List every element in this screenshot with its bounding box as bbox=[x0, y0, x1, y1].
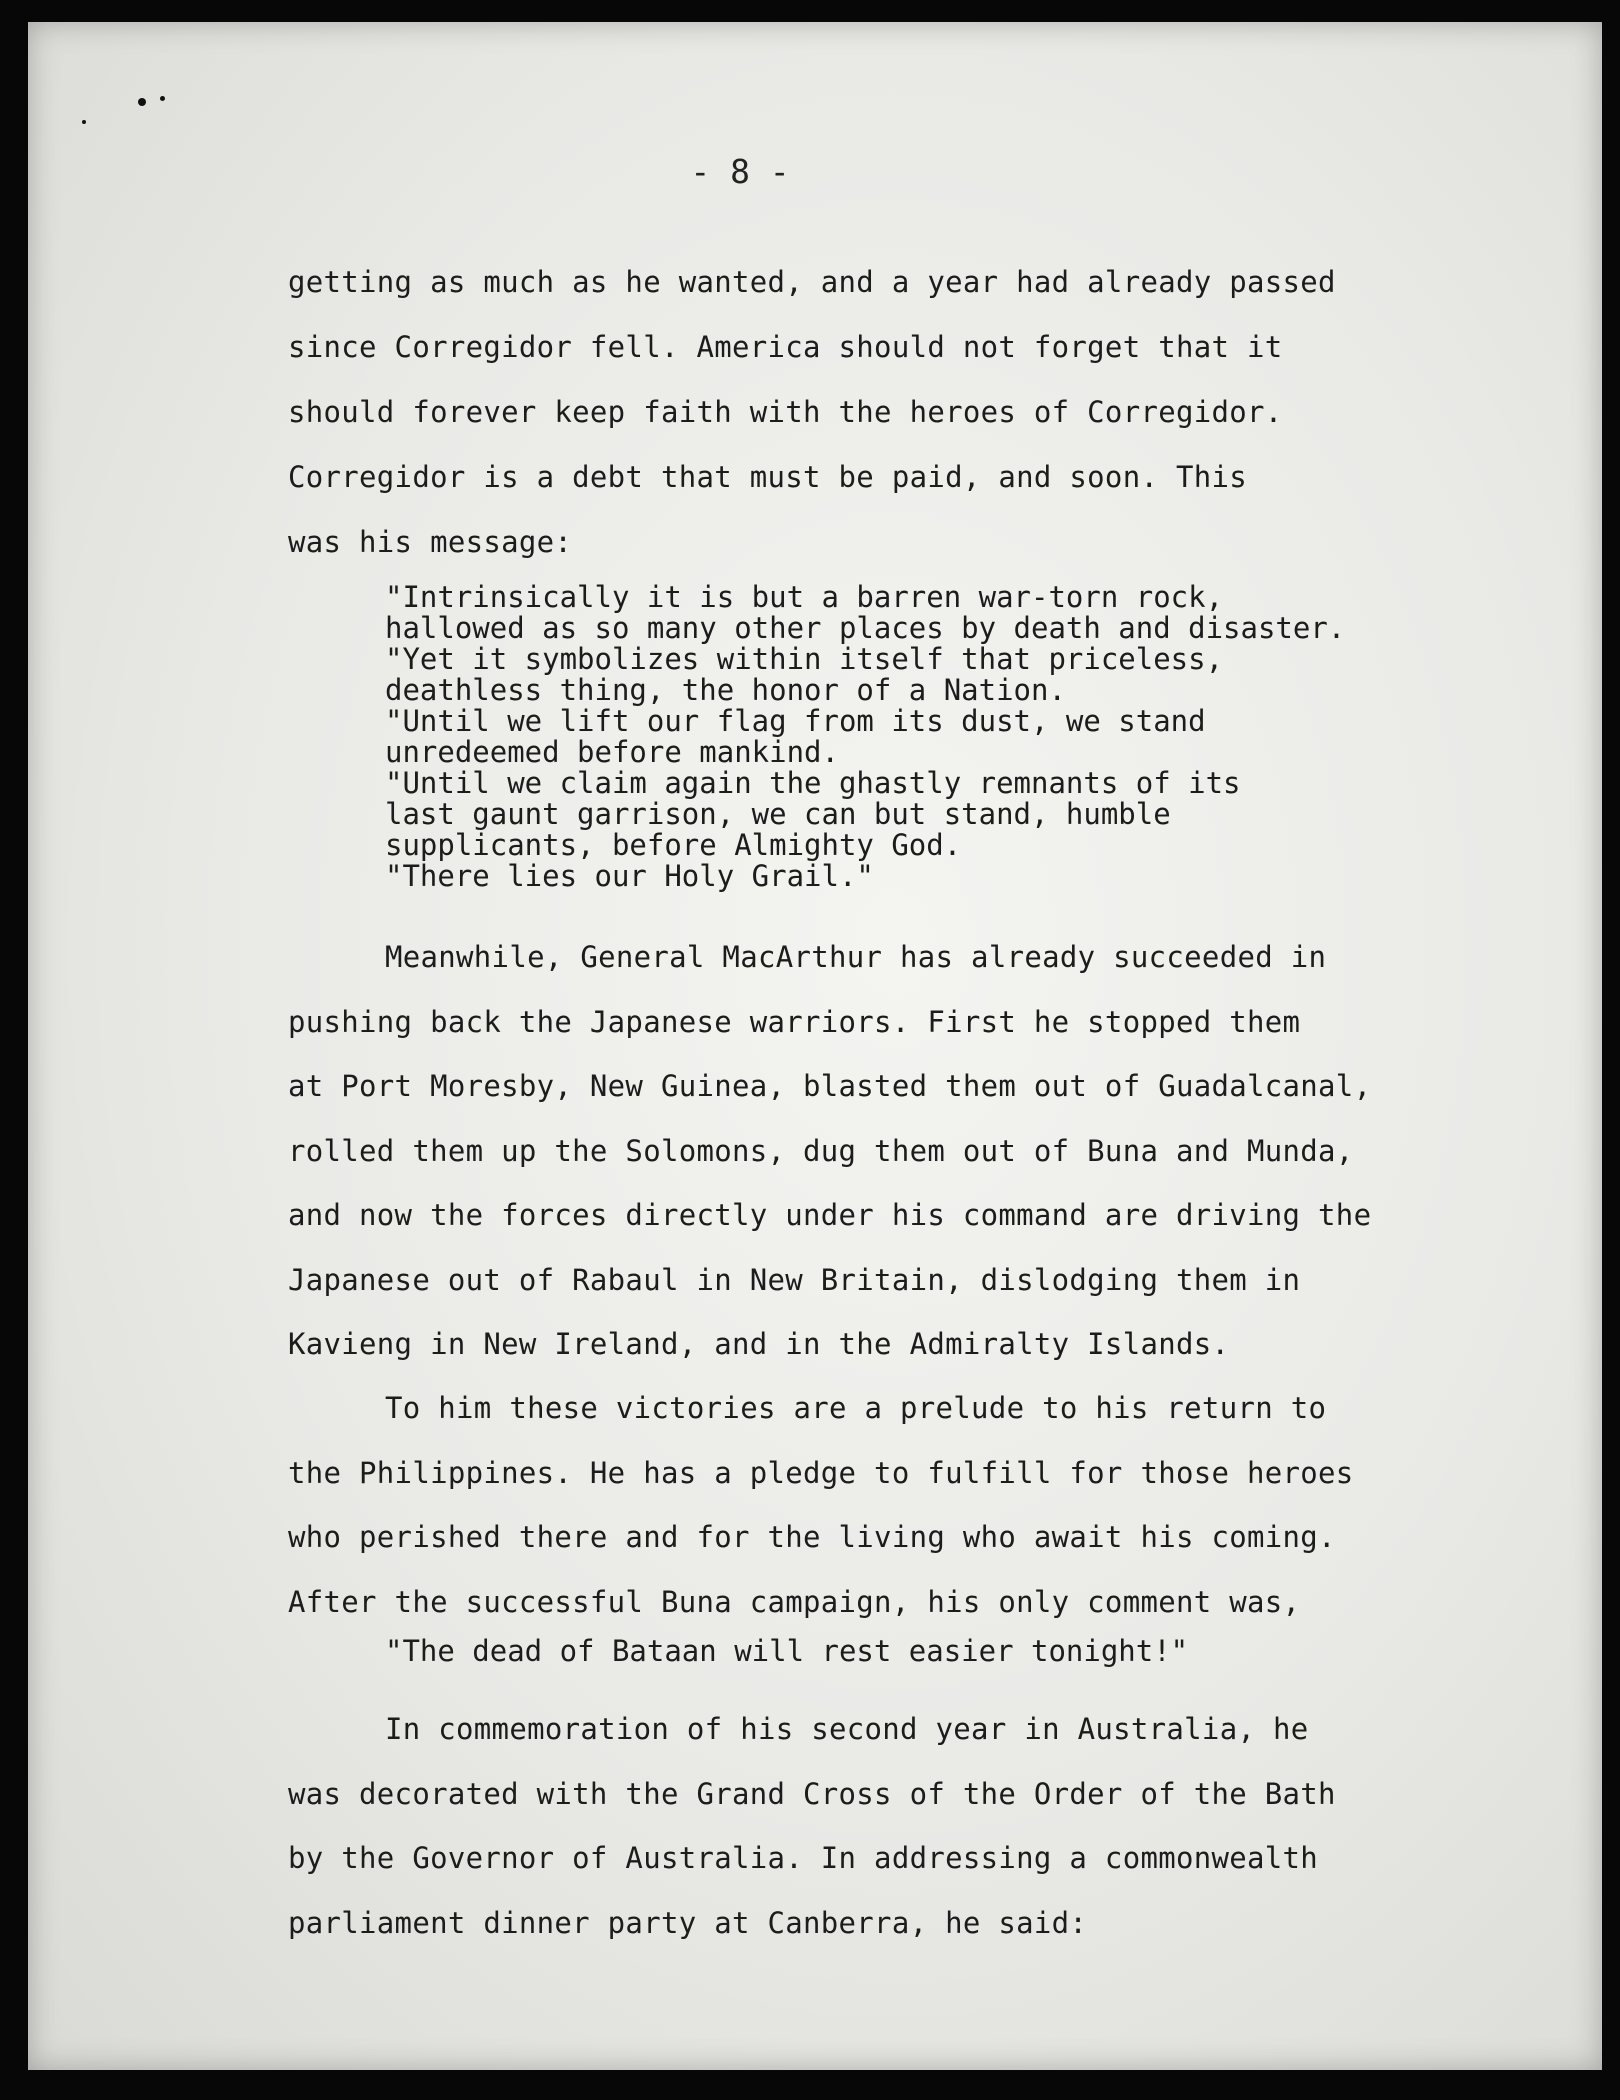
ink-speck bbox=[82, 120, 86, 124]
text-line: Japanese out of Rabaul in New Britain, dislodging them in bbox=[288, 1262, 1301, 1297]
quote-line: "Until we lift our flag from its dust, we stand bbox=[385, 704, 1206, 738]
paragraph-campaign bbox=[288, 925, 1488, 1377]
text-line: by the Governor of Australia. In addressing a commonwealth bbox=[288, 1841, 1319, 1875]
block-quote-message bbox=[385, 582, 1495, 892]
quote-line: hallowed as so many other places by death and disaster. bbox=[385, 611, 1346, 645]
text-line: In commemoration of his second year in Australia, he bbox=[385, 1712, 1309, 1746]
text-line: parliament dinner party at Canberra, he said: bbox=[288, 1905, 1088, 1940]
quote-line: "Yet it symbolizes within itself that priceless, bbox=[385, 642, 1224, 676]
text-line: To him these victories are a prelude to his return to bbox=[385, 1391, 1327, 1425]
quote-line: last gaunt garrison, we can but stand, humble bbox=[385, 797, 1171, 831]
quote-line: "Until we claim again the ghastly remnants of its bbox=[385, 766, 1241, 800]
text-line: should forever keep faith with the heroes of Corregidor. bbox=[288, 395, 1283, 429]
paragraph-corregidor bbox=[288, 250, 1488, 575]
text-line: the Philippines. He has a pledge to fulfill for those heroes bbox=[288, 1455, 1354, 1490]
text-line: was decorated with the Grand Cross of the Order of the Bath bbox=[288, 1776, 1336, 1811]
text-line: who perished there and for the living who await his coming. bbox=[288, 1520, 1336, 1554]
paragraph-prelude bbox=[288, 1376, 1488, 1634]
ink-speck bbox=[160, 96, 165, 101]
quote-line: deathless thing, the honor of a Nation. bbox=[385, 673, 1066, 707]
text-line: rolled them up the Solomons, dug them out of Buna and Munda, bbox=[288, 1133, 1354, 1168]
quote-bataan: "The dead of Bataan will rest easier tonight!" bbox=[385, 1634, 1189, 1668]
text-line: Corregidor is a debt that must be paid, and soon. This bbox=[288, 460, 1248, 494]
text-line: was his message: bbox=[288, 525, 573, 559]
text-line: pushing back the Japanese warriors. First he stopped them bbox=[288, 1004, 1301, 1039]
text-line: at Port Moresby, New Guinea, blasted them out of Guadalcanal, bbox=[288, 1069, 1372, 1103]
quote-line: unredeemed before mankind. bbox=[385, 735, 839, 769]
text-line: Meanwhile, General MacArthur has already succeeded in bbox=[385, 940, 1327, 974]
text-line: After the successful Buna campaign, his only comment was, bbox=[288, 1584, 1301, 1619]
text-line: since Corregidor fell. America should not forget that it bbox=[288, 330, 1283, 364]
ink-speck bbox=[138, 98, 146, 106]
quote-line: "There lies our Holy Grail." bbox=[385, 859, 874, 893]
text-line: Kavieng in New Ireland, and in the Admiralty Islands. bbox=[288, 1327, 1230, 1361]
paragraph-commemoration bbox=[288, 1697, 1488, 1955]
quote-line: supplicants, before Almighty God. bbox=[385, 828, 962, 862]
page-number: - 8 - bbox=[690, 152, 790, 191]
quote-line: "Intrinsically it is but a barren war-torn rock, bbox=[385, 580, 1224, 614]
text-line: getting as much as he wanted, and a year had already passed bbox=[288, 265, 1336, 299]
text-line: and now the forces directly under his command are driving the bbox=[288, 1198, 1372, 1232]
